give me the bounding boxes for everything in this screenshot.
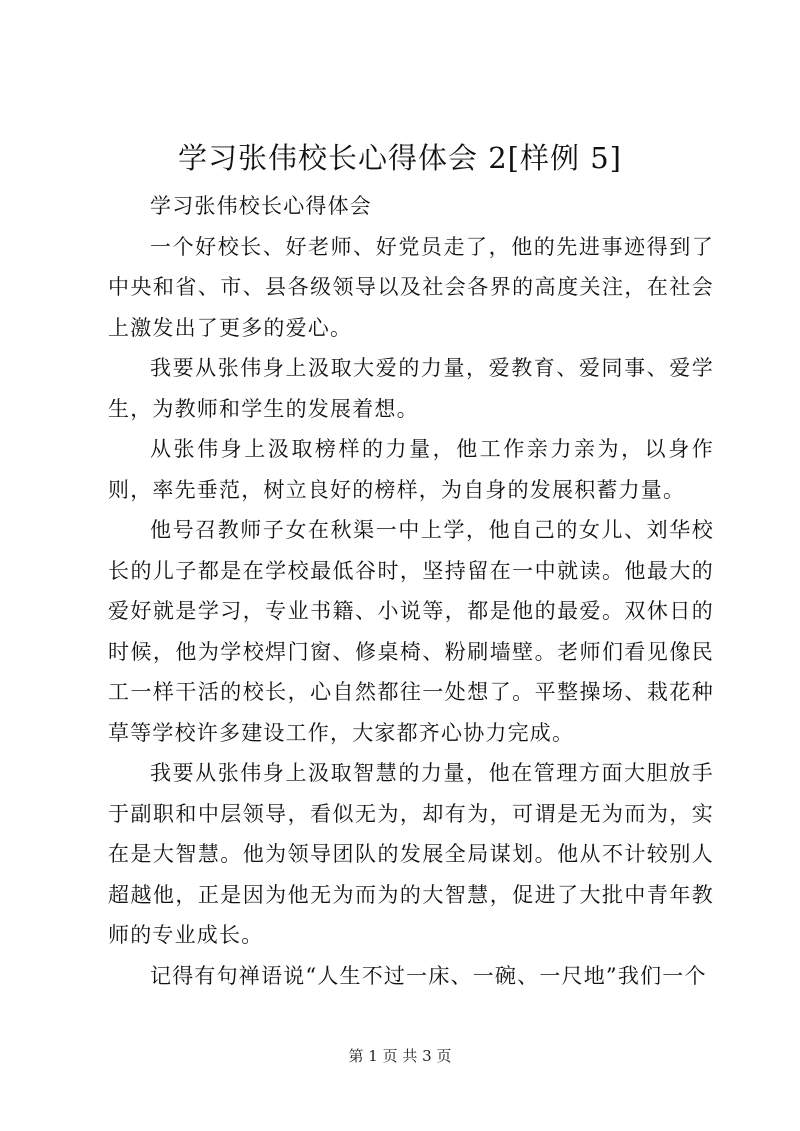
paragraph: 一个好校长、好老师、好党员走了，他的先进事迹得到了中央和省、市、县各级领导以及社会各界的高度关注，在社会上激发出了更多的爱心。 [108, 234, 714, 340]
paragraph: 我要从张伟身上汲取智慧的力量，他在管理方面大胆放手于副职和中层领导，看似无为，却有为，可谓是无为而为，实在是大智慧。他为领导团队的发展全局谋划。他从不计较别人超越他，正是因为他无为而为的大智慧，促进了大批中青年教师的专业成长。 [108, 761, 714, 947]
page-footer: 第 1 页 共 3 页 [348, 1047, 452, 1065]
paragraph: 记得有句禅语说“人生不过一床、一碗、一尺地”我们一个 [150, 963, 707, 988]
document-body [108, 186, 714, 996]
paragraph: 我要从张伟身上汲取大爱的力量，爱教育、爱同事、爱学生，为教师和学生的发展着想。 [108, 356, 714, 421]
paragraph: 从张伟身上汲取榜样的力量，他工作亲力亲为，以身作则，率先垂范，树立良好的榜样，为自身的发展积蓄力量。 [108, 437, 714, 502]
paragraph-subtitle: 学习张伟校长心得体会 [150, 194, 372, 218]
paragraph: 他号召教师子女在秋渠一中上学，他自己的女儿、刘华校长的儿子都是在学校最低谷时，坚持留在一中就读。他最大的爱好就是学习，专业书籍、小说等，都是他的最爱。双休日的时候，他为学校焊门窗、修桌椅、粉刷墙壁。老师们看见像民工一样干活的校长，心自然都往一处想了。平整操场、栽花种草等学校许多建设工作，大家都齐心协力完成。 [108, 518, 714, 745]
document-title: 学习张伟校长心得体会 2[样例 5] [178, 141, 622, 175]
